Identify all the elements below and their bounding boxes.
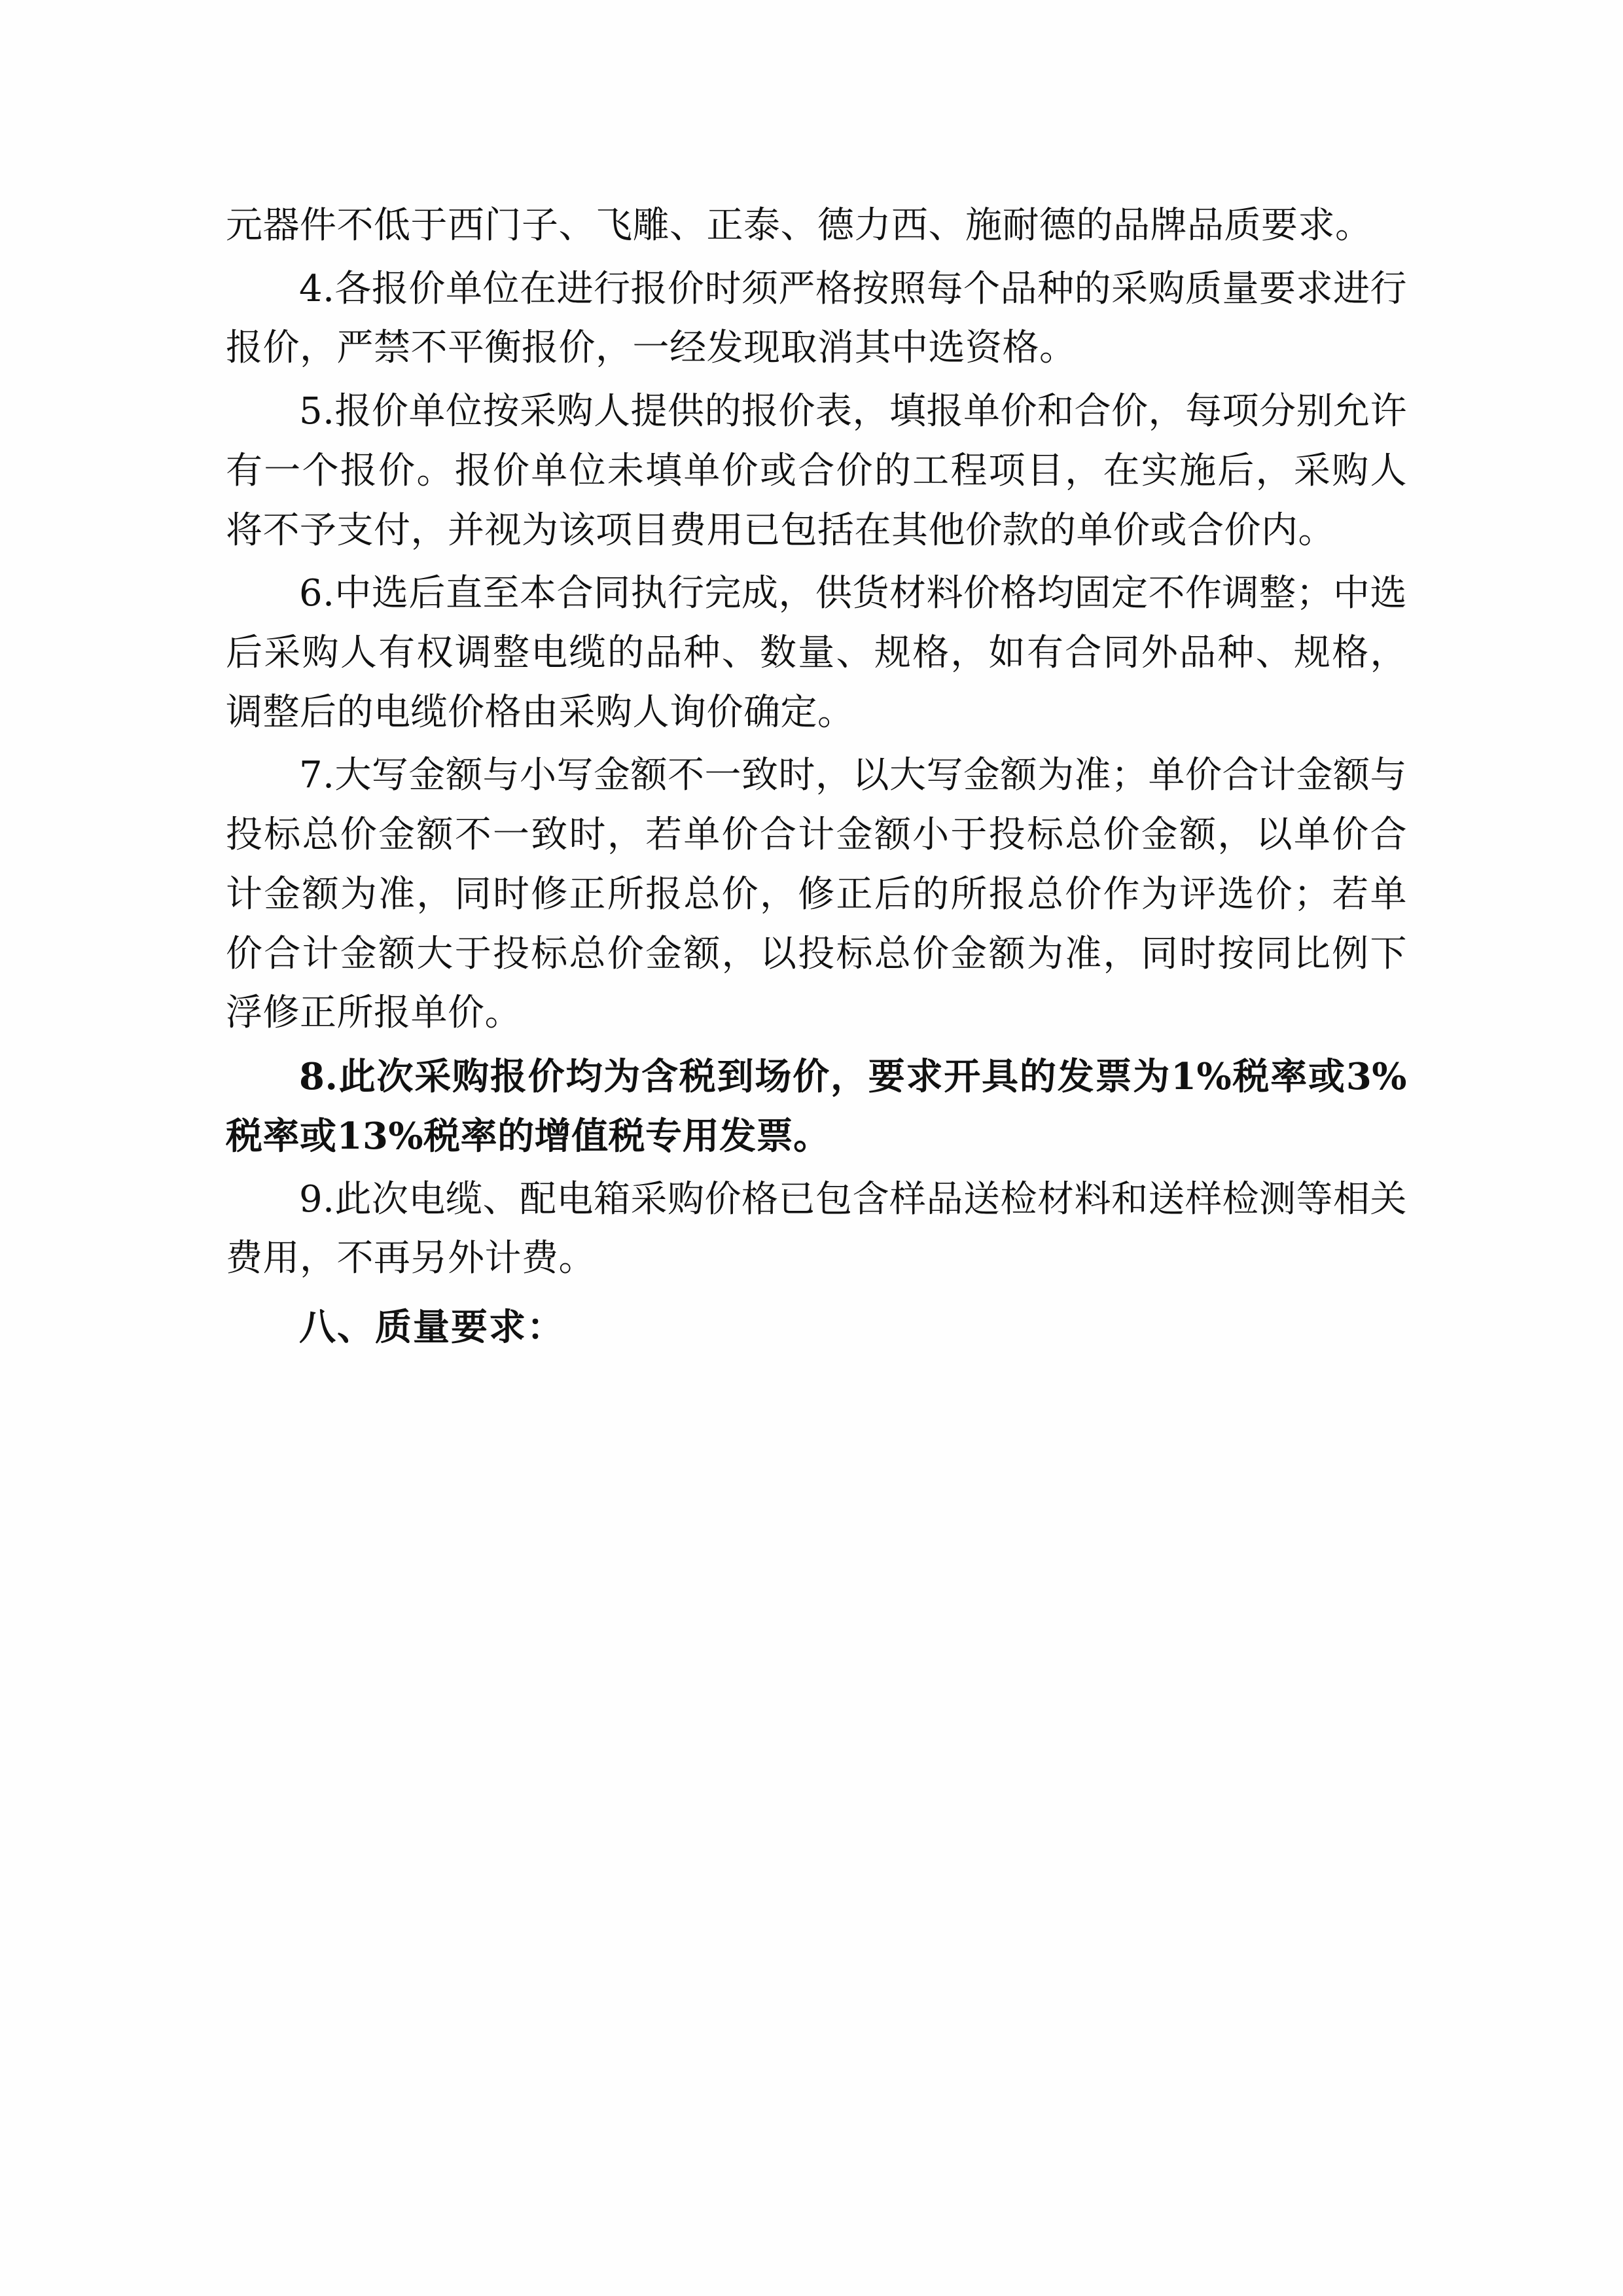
section-heading-quality-requirements: 八、质量要求：: [299, 1305, 565, 1349]
paragraph-item-7: 7.大写金额与小写金额不一致时，以大写金额为准；单价合计金额与投标总价金额不一致时，若单价合计金额小于投标总价金额，以单价合计金额为准，同时修正所报总价，修正后的所报总价作为评选价；若单价合计金额大于投标总价金额，以投标总价金额为准，同时按同比例下浮修正所报单价。: [226, 754, 1407, 1035]
document-body: [226, 196, 1407, 1357]
paragraph-item-6: 6.中选后直至本合同执行完成，供货材料价格均固定不作调整；中选后采购人有权调整电缆的品种、数量、规格，如有合同外品种、规格，调整后的电缆价格由采购人询价确定。: [226, 572, 1407, 734]
paragraph-continuation: 元器件不低于西门子、飞雕、正泰、德力西、施耐德的品牌品质要求。: [226, 204, 1372, 247]
paragraph-item-4: 4.各报价单位在进行报价时须严格按照每个品种的采购质量要求进行报价，严禁不平衡报价，一经发现取消其中选资格。: [226, 267, 1407, 370]
paragraph-item-8: 8.此次采购报价均为含税到场价，要求开具的发票为1%税率或3%税率或13%税率的增值税专用发票。: [226, 1055, 1407, 1158]
paragraph-item-9: 9.此次电缆、配电箱采购价格已包含样品送检材料和送样检测等相关费用，不再另外计费。: [226, 1177, 1407, 1280]
paragraph-item-5: 5.报价单位按采购人提供的报价表，填报单价和合价，每项分别允许有一个报价。报价单位未填单价或合价的工程项目，在实施后，采购人将不予支付，并视为该项目费用已包括在其他价款的单价或合价内。: [226, 390, 1407, 552]
